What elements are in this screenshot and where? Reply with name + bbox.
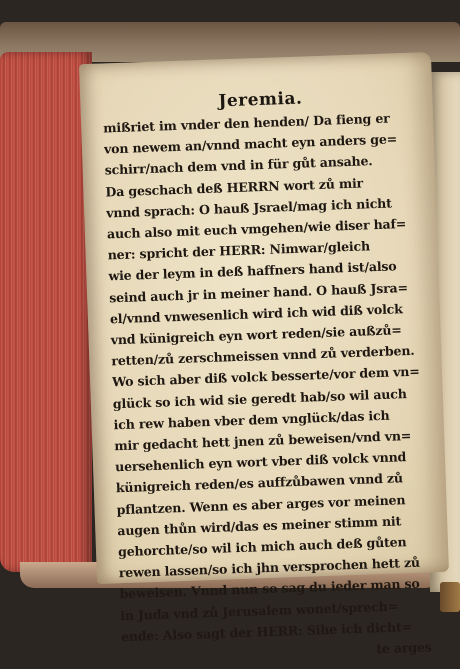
text-line: vnd künigreich eyn wort reden/sie außzů= — [110, 322, 402, 348]
text-line: schirr/nach dem vnd in für gůt ansahe. — [104, 153, 373, 178]
text-line: beweisen. Vnnd nun so sag du ieder man so — [119, 576, 420, 602]
text-line: wie der leym in deß haffners hand ist/also — [108, 258, 397, 284]
text-line: vnnd sprach: O hauß Jsrael/mag ich nicht — [105, 195, 392, 221]
page-edges — [0, 52, 92, 572]
text-line: pflantzen. Wenn es aber arges vor meinen — [116, 491, 406, 517]
text-line: mir gedacht hett jnen zů beweisen/vnd vn= — [114, 427, 412, 454]
text-line: ich rew haben vber dem vnglück/das ich — [113, 407, 390, 433]
text-line: rewen lassen/so ich jhn versprochen hett zů — [118, 554, 421, 581]
text-line: auch also mit euch vmgehen/wie diser haf= — [106, 216, 407, 242]
text-line: ende: Also sagt der HERR: Sihe ich dicht= — [120, 618, 413, 645]
text-line: uersehenlich eyn wort vber diß volck vnnd — [114, 449, 407, 475]
text-line: glück so ich wid sie geredt hab/so wil auch — [112, 385, 407, 411]
text-line: ner: spricht der HERR: Nimwar/gleich — [107, 238, 371, 263]
book — [0, 22, 460, 657]
book-clasp — [440, 582, 460, 612]
text-line: künigreich reden/es auffzůbawen vnnd zů — [115, 470, 404, 496]
text-line: retten/zů zerschmeissen vnnd zů verderben. — [111, 343, 415, 369]
body-text — [103, 106, 438, 668]
text-line: seind auch jr in meiner hand. O hauß Jsra= — [108, 279, 409, 306]
text-line: in Juda vnd zů Jerusalem wonet/sprech= — [120, 598, 399, 623]
text-line: von newem an/vnnd macht eyn anders ge= — [103, 131, 398, 157]
text-line: Wo sich aber diß volck besserte/vor dem vn= — [111, 364, 420, 390]
running-head: Jeremia. — [218, 88, 303, 112]
text-line: Da geschach deß HERRN wort zů mir — [105, 175, 364, 200]
text-line: el/vnnd vnwesenlich wird ich wid diß volck — [109, 300, 403, 327]
text-line: gehorchte/so wil ich mich auch deß gůten — [117, 534, 407, 560]
text-line: mißriet im vnder den henden/ Da fieng er — [103, 110, 390, 136]
text-line: augen thůn wird/das es meiner stimm nit — [117, 513, 402, 539]
catchword-line: te arges — [376, 639, 432, 657]
printed-page — [79, 52, 449, 657]
